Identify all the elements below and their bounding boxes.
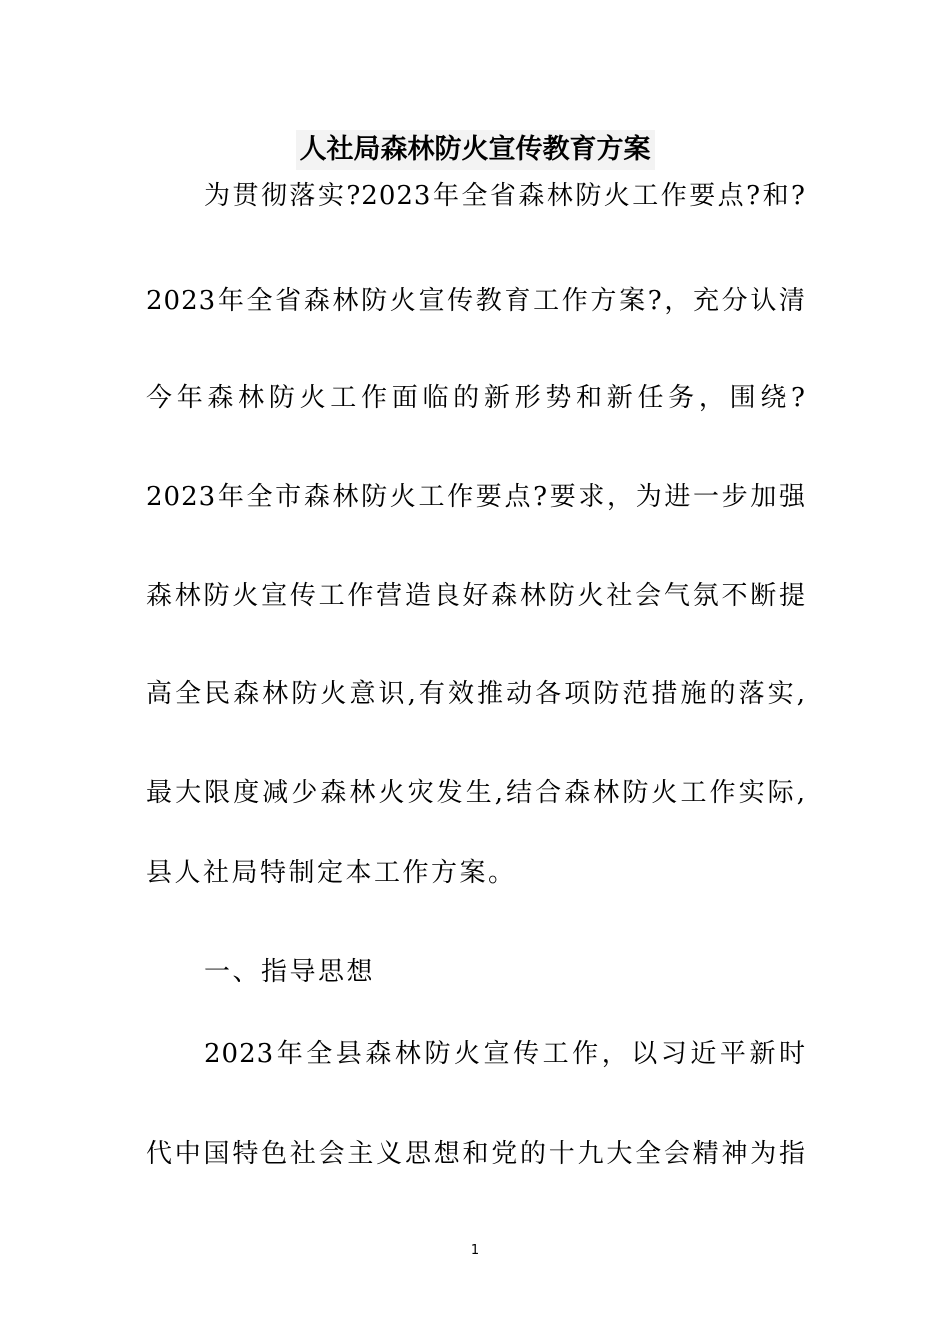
paragraph-line: 县人社局特制定本工作方案。 <box>146 858 517 888</box>
paragraph-line: 今年森林防火工作面临的新形势和新任务，围绕? <box>146 383 806 413</box>
paragraph-line: 代中国特色社会主义思想和党的十九大全会精神为指 <box>146 1139 806 1169</box>
document-title-text: 人社局森林防火宣传教育方案 <box>296 130 655 170</box>
paragraph-line: 2023年全县森林防火宣传工作，以习近平新时 <box>204 1039 806 1069</box>
paragraph-line: 森林防火宣传工作营造良好森林防火社会气氛不断提 <box>146 581 806 611</box>
paragraph-line: 最大限度减少森林火灾发生,结合森林防火工作实际, <box>146 778 806 808</box>
page-number: 1 <box>470 1243 480 1258</box>
section-heading: 一、指导思想 <box>204 957 376 987</box>
paragraph-line: 2023年全市森林防火工作要点?要求，为进一步加强 <box>146 482 806 512</box>
paragraph-line: 2023年全省森林防火宣传教育工作方案?，充分认清 <box>146 286 806 316</box>
document-title <box>0 130 950 170</box>
paragraph-line: 高全民森林防火意识,有效推动各项防范措施的落实, <box>146 679 806 709</box>
paragraph-line: 为贯彻落实?2023年全省森林防火工作要点?和? <box>204 181 806 211</box>
